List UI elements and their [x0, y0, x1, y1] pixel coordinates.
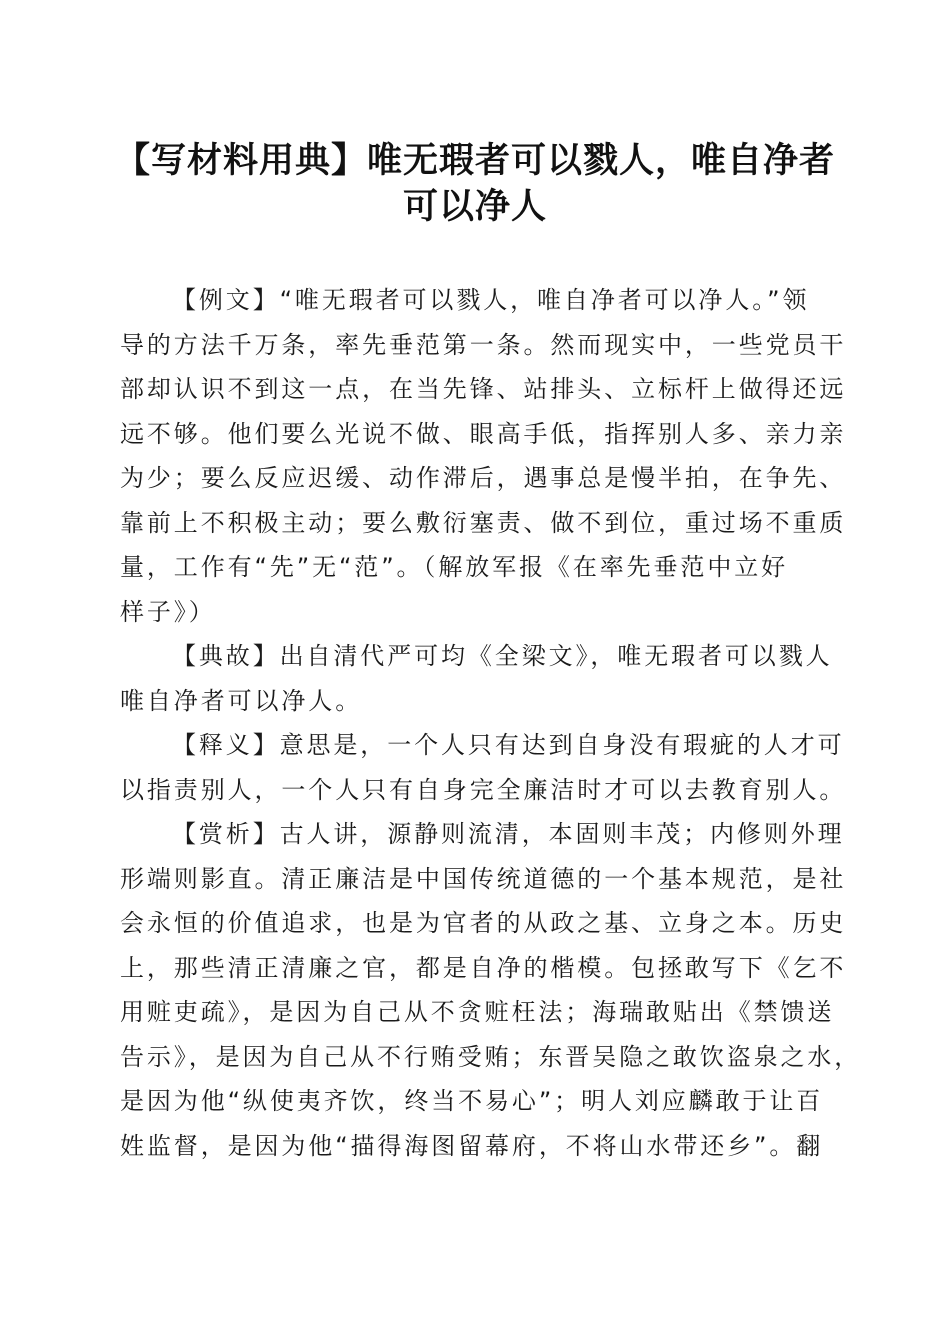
text-line: 上，那些清正清廉之官，都是自净的楷模。包拯敢写下《乞不	[120, 953, 847, 982]
text-line: 告示》，是因为自己从不行贿受贿；东晋吴隐之敢饮盗泉之水，	[120, 1042, 862, 1071]
text-line: 导的方法千万条，率先垂范第一条。然而现实中，一些党员干	[120, 330, 847, 359]
text-line: 会永恒的价值追求，也是为官者的从政之基、立身之本。历史	[120, 909, 847, 937]
text-line: 靠前上不积极主动；要么敷衍塞责、做不到位，重过场不重质	[120, 508, 847, 537]
text-line: 【赏析】古人讲，源静则流清，本固则丰茂；内修则外理	[172, 820, 845, 848]
text-line: 部却认识不到这一点，在当先锋、站排头、立标杆上做得还远	[120, 375, 847, 403]
text-line: 样子》）	[120, 597, 216, 626]
paragraph-appreciation	[120, 812, 862, 1168]
text-line: 量，工作有“先”无“范”。（解放军报《在率先垂范中立好	[120, 553, 789, 581]
document-body	[120, 278, 862, 1168]
text-line: 姓监督，是因为他“描得海图留幕府，不将山水带还乡”。翻	[120, 1131, 824, 1160]
paragraph-example	[120, 278, 847, 634]
text-line: 为少；要么反应迟缓、动作滞后，遇事总是慢半拍，在争先、	[120, 464, 847, 492]
text-line: 【例文】“唯无瑕者可以戮人，唯自净者可以净人。”领	[172, 286, 810, 314]
text-line: 【典故】出自清代严可均《全梁文》，唯无瑕者可以戮人	[172, 642, 833, 670]
text-line: 以指责别人，一个人只有自身完全廉洁时才可以去教育别人。	[120, 775, 847, 804]
paragraph-allusion	[120, 634, 832, 723]
text-line: 远不够。他们要么光说不做、眼高手低，指挥别人多、亲力亲	[120, 419, 847, 448]
document-title	[110, 138, 840, 230]
text-line: 用赃吏疏》，是因为自己从不贪赃枉法；海瑞敢贴出《禁馈送	[120, 998, 835, 1026]
text-line: 【释义】意思是，一个人只有达到自身没有瑕疵的人才可	[172, 731, 845, 759]
title-line: 可以净人	[402, 186, 547, 227]
text-line: 唯自净者可以净人。	[120, 686, 363, 715]
text-line: 形端则影直。清正廉洁是中国传统道德的一个基本规范，是社	[120, 864, 847, 893]
paragraph-interpretation	[120, 723, 847, 812]
text-line: 是因为他“纵使夷齐饮，终当不易心”；明人刘应麟敢于让百	[120, 1087, 824, 1115]
title-line: 【写材料用典】唯无瑕者可以戮人，唯自净者	[114, 140, 835, 181]
